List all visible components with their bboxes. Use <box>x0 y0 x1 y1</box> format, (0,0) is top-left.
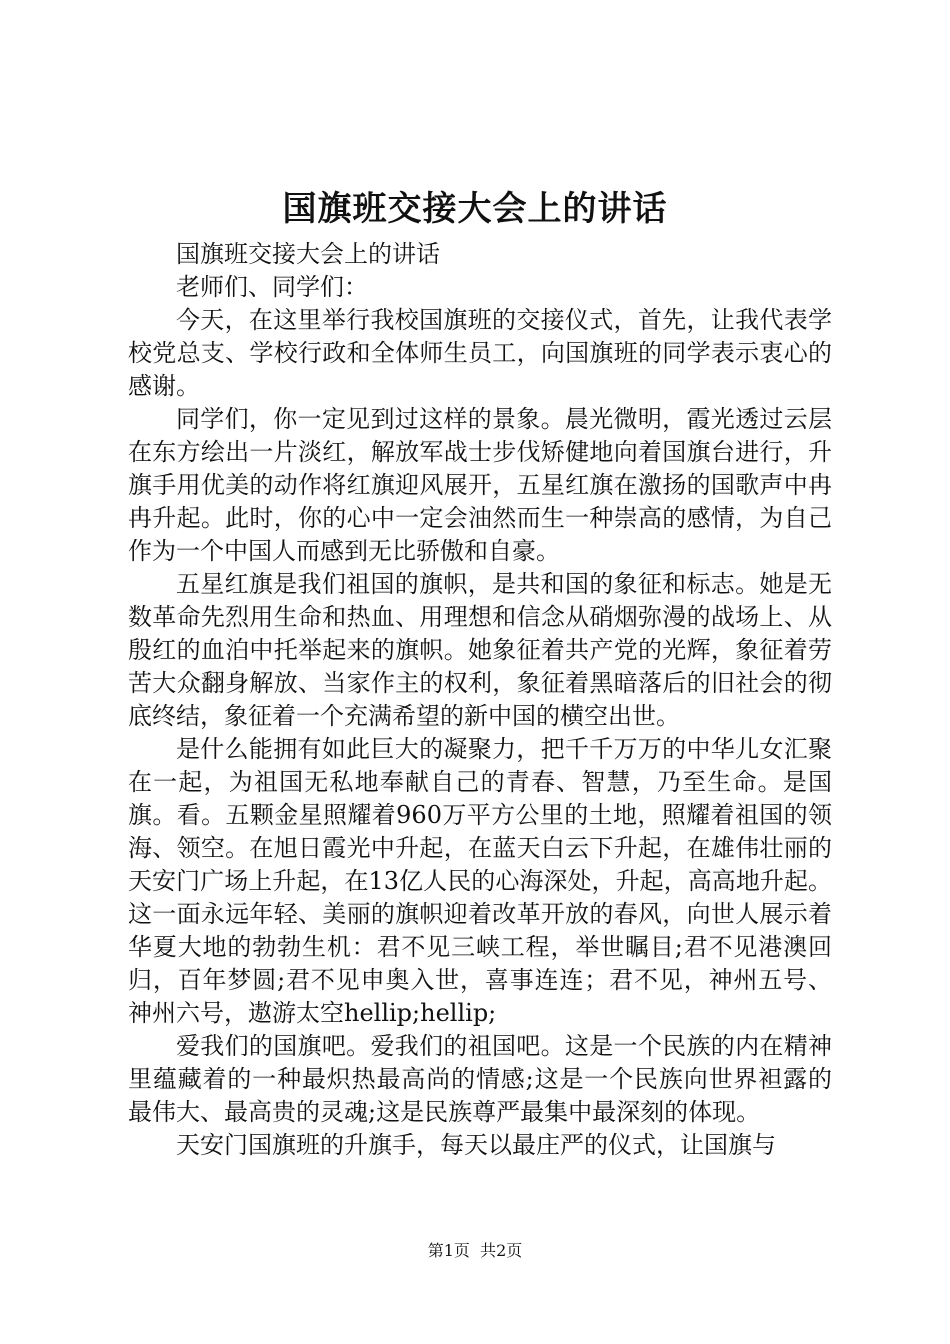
document-title: 国旗班交接大会上的讲话 <box>282 189 668 229</box>
paragraph: 今天，在这里举行我校国旗班的交接仪式，首先，让我代表学校党总支、学校行政和全体师生员工，向国旗班的同学表示衷心的感谢。 <box>128 306 832 400</box>
document-body <box>128 238 832 1162</box>
paragraph-salutation: 老师们、同学们： <box>176 273 368 301</box>
page-footer <box>0 1240 950 1262</box>
paragraph: 是什么能拥有如此巨大的凝聚力，把千千万万的中华儿女汇聚在一起，为祖国无私地奉献自己的青春、智慧，乃至生命。是国旗。看。五颗金星照耀着960万平方公里的土地，照耀着祖国的领海、领空。在旭日霞光中升起，在蓝天白云下升起，在雄伟壮丽的天安门广场上升起，在13亿人民的心海深处，升起，高高地升起。这一面永远年轻、美丽的旗帜迎着改革开放的春风，向世人展示着华夏大地的勃勃生机：君不见三峡工程，举世瞩目;君不见港澳回归，百年梦圆;君不见申奥入世，喜事连连；君不见，神州五号、神州六号，遨游太空hellip;hellip; <box>128 735 832 1027</box>
paragraph: 五星红旗是我们祖国的旗帜，是共和国的象征和标志。她是无数革命先烈用生命和热血、用理想和信念从硝烟弥漫的战场上、从殷红的血泊中托举起来的旗帜。她象征着共产党的光辉，象征着劳苦大众翻身解放、当家作主的权利，象征着黑暗落后的旧社会的彻底终结，象征着一个充满希望的新中国的横空出世。 <box>128 570 832 730</box>
paragraph-heading: 国旗班交接大会上的讲话 <box>176 240 440 268</box>
paragraph: 爱我们的国旗吧。爱我们的祖国吧。这是一个民族的内在精神里蕴藏着的一种最炽热最高尚的情感;这是一个民族向世界袒露的最伟大、最高贵的灵魂;这是民族尊严最集中最深刻的体现。 <box>128 1032 832 1126</box>
paragraph: 天安门国旗班的升旗手，每天以最庄严的仪式，让国旗与 <box>176 1131 776 1159</box>
paragraph: 同学们，你一定见到过这样的景象。晨光微明，霞光透过云层在东方绘出一片淡红，解放军战士步伐矫健地向着国旗台进行，升旗手用优美的动作将红旗迎风展开，五星红旗在激扬的国歌声中冉冉升起。此时，你的心中一定会油然而生一种崇高的感情，为自己作为一个中国人而感到无比骄傲和自豪。 <box>128 405 832 565</box>
page-number: 第1页 共2页 <box>427 1241 523 1260</box>
